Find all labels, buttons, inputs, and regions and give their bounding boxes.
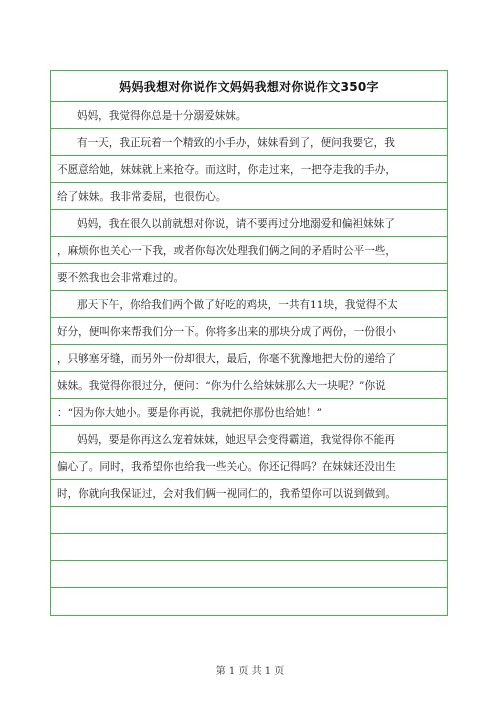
text-line: 妈妈，要是你再这么宠着妹妹，她迟早会变得霸道，我觉得你不能再	[51, 426, 447, 453]
text-line: 好分，便叫你来帮我们分一下。你将多出来的那块分成了两份，一份很小	[51, 318, 447, 345]
empty-line	[51, 507, 447, 534]
text-line: ：“因为你大她小。要是你再说，我就把你那份也给她！”	[51, 399, 447, 426]
title-row	[51, 71, 447, 102]
text-line: 时，你就向我保证过，会对我们俩一视同仁的，我希望你可以说到做到。	[51, 480, 447, 507]
page-title: 妈妈我想对你说作文妈妈我想对你说作文350字	[119, 79, 379, 94]
essay-sheet	[50, 70, 448, 616]
text-line: ，只够塞牙缝，而另外一份却很大，最后，你毫不犹豫地把大份的递给了	[51, 345, 447, 372]
text-line: 妈妈，我觉得你总是十分溺爱妹妹。	[51, 102, 447, 129]
text-line: 那天下午，你给我们两个做了好吃的鸡块，一共有11块，我觉得不太	[51, 291, 447, 318]
empty-line	[51, 534, 447, 561]
text-line: 偏心了。同时，我希望你也给我一些关心。你还记得吗？在妹妹还没出生	[51, 453, 447, 480]
text-line: 妹妹。我觉得你很过分，便问：“你为什么给妹妹那么大一块呢？”你说	[51, 372, 447, 399]
text-line: 给了妹妹。我非常委屈，也很伤心。	[51, 183, 447, 210]
empty-line	[51, 561, 447, 588]
text-line: 有一天，我正玩着一个精致的小手办，妹妹看到了，便问我要它，我	[51, 129, 447, 156]
page-number: 第 1 页 共 1 页	[215, 666, 285, 677]
text-line: 要不然我也会非常难过的。	[51, 264, 447, 291]
text-line: 不愿意给她，妹妹就上来抢夺。而这时，你走过来，一把夺走我的手办，	[51, 156, 447, 183]
text-line: 妈妈，我在很久以前就想对你说，请不要再过分地溺爱和偏袒妹妹了	[51, 210, 447, 237]
empty-line	[51, 588, 447, 615]
text-line: ，麻烦你也关心一下我，或者你每次处理我们俩之间的矛盾时公平一些，	[51, 237, 447, 264]
